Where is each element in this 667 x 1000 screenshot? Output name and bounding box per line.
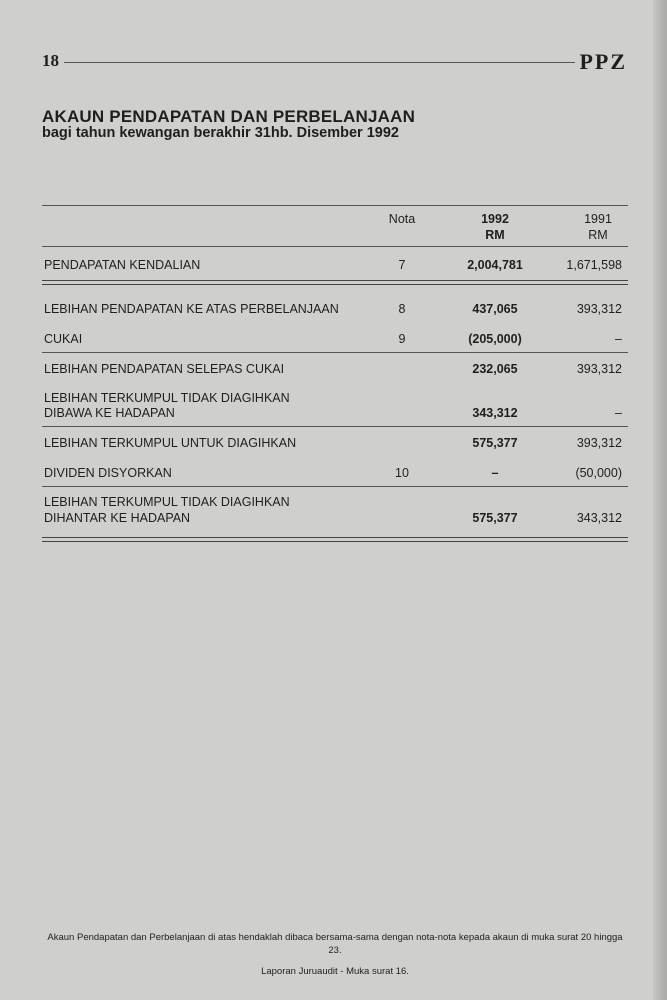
row-rule (42, 486, 628, 487)
unit-1992-header: RM (485, 228, 505, 242)
report-subtitle: bagi tahun kewangan berakhir 31hb. Disember 1992 (42, 125, 399, 141)
footnote: Akaun Pendapatan dan Perbelanjaan di atas hendaklah dibaca bersama-sama dengan nota-nota kepada akaun di muka surat 20 hingga 23. (47, 932, 623, 956)
year-1991-header: 1991 (584, 212, 612, 226)
double-rule (42, 280, 628, 285)
year-1992-header: 1992 (481, 212, 509, 226)
brand-logo: PPZ (579, 49, 627, 74)
row-rule (42, 352, 628, 353)
double-rule (42, 537, 628, 542)
report-title: AKAUN PENDAPATAN DAN PERBELANJAAN (42, 107, 416, 126)
unit-1991-header: RM (588, 228, 608, 242)
footer-note: Laporan Juruaudit - Muka surat 16. (261, 966, 409, 977)
nota-header: Nota (388, 212, 416, 226)
table-top-rule (42, 205, 628, 206)
header-bottom-rule (42, 246, 628, 247)
page-edge (653, 0, 667, 1000)
header-rule (64, 62, 575, 63)
row-rule (42, 426, 628, 427)
page-number: 18 (42, 51, 59, 70)
